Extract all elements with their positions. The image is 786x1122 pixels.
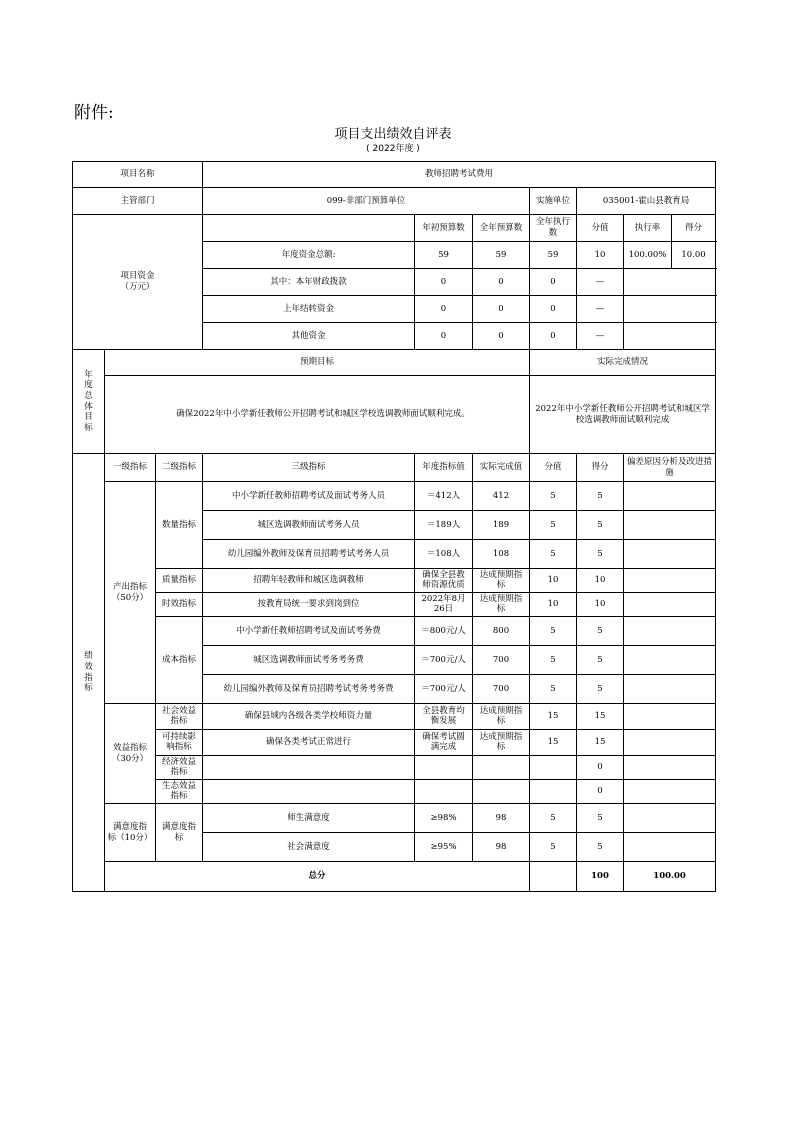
funds-row-label: 其中：本年财政拨款 [203, 269, 415, 296]
indicator-target [415, 756, 473, 780]
indicator-target: ＝108人 [415, 540, 473, 569]
indicator-score: 10 [577, 569, 624, 593]
funds-annual: 59 [473, 242, 530, 269]
funds-rate-score [624, 323, 716, 350]
indicator-name: 幼儿园编外教师及保育员招聘考试考务考务费 [203, 675, 415, 704]
self-evaluation-table [72, 161, 716, 892]
indicator-value: 15 [530, 704, 577, 730]
funds-exec: 59 [530, 242, 577, 269]
funds-score-value: — [577, 323, 624, 350]
total-value: 100 [577, 862, 624, 892]
indicator-score: 5 [577, 646, 624, 675]
indicator-deviation [624, 593, 716, 617]
indicator-score: 5 [577, 482, 624, 511]
table-row [73, 482, 716, 511]
indicator-actual: 98 [473, 804, 530, 833]
indicator-actual: 达成预期指 标 [473, 593, 530, 617]
satisfaction-indicator-label: 满意度指 标（10分） [105, 804, 156, 862]
goals-label: 年 度 总 体 目 标 [73, 350, 105, 454]
indicator-value: 5 [530, 540, 577, 569]
indicator-value: 5 [530, 833, 577, 862]
indicator-deviation [624, 617, 716, 646]
indicator-actual: 800 [473, 617, 530, 646]
indicator-target: ＝412人 [415, 482, 473, 511]
header-score: 得分 [577, 454, 624, 482]
funds-rate-score [624, 242, 716, 269]
indicator-deviation [624, 569, 716, 593]
indicator-deviation [624, 804, 716, 833]
indicator-deviation [624, 540, 716, 569]
table-row [73, 804, 716, 833]
dept-label: 主管部门 [73, 188, 203, 215]
funds-annual: 0 [473, 296, 530, 323]
indicator-score: 5 [577, 675, 624, 704]
table-row [73, 756, 716, 780]
total-score: 100.00 [624, 862, 716, 892]
funds-label: 项目资金 （万元） [73, 215, 203, 350]
indicator-score: 5 [577, 833, 624, 862]
funds-header-blank [203, 215, 415, 242]
indicator-value: 5 [530, 646, 577, 675]
funds-header-init: 年初预算数 [415, 215, 473, 242]
funds-row-label: 其他资金 [203, 323, 415, 350]
indicator-actual [473, 780, 530, 804]
funds-score-value: 10 [577, 242, 624, 269]
indicator-score: 5 [577, 617, 624, 646]
indicator-deviation [624, 730, 716, 756]
indicator-target: ＝700元/人 [415, 646, 473, 675]
indicator-actual: 700 [473, 646, 530, 675]
indicator-score: 0 [577, 780, 624, 804]
actual-result: 2022年中小学新任教师公开招聘考试和城区学校选调教师面试顺利完成 [530, 376, 716, 454]
indicator-deviation [624, 780, 716, 804]
indicator-name: 中小学新任教师招聘考试及面试考务人员 [203, 482, 415, 511]
indicator-name: 师生满意度 [203, 804, 415, 833]
indicator-deviation [624, 833, 716, 862]
indicator-value: 15 [530, 730, 577, 756]
indicator-value: 5 [530, 511, 577, 540]
time-indicator-label: 时效指标 [156, 593, 203, 617]
header-actual: 实际完成值 [473, 454, 530, 482]
attachment-label: 附件: [74, 103, 114, 123]
indicator-target: ＝800元/人 [415, 617, 473, 646]
indicator-actual [473, 756, 530, 780]
indicator-actual: 达成预期指 标 [473, 704, 530, 730]
indicator-score: 0 [577, 756, 624, 780]
funds-score-value: — [577, 296, 624, 323]
dept-value: 099-非部门预算单位 [203, 188, 530, 215]
funds-init: 0 [415, 296, 473, 323]
table-row [73, 593, 716, 617]
funds-rate: 100.00% [624, 242, 672, 268]
indicator-value: 5 [530, 675, 577, 704]
funds-header-exec: 全年执行数 [530, 215, 577, 242]
header-level2: 二级指标 [156, 454, 203, 482]
indicator-target: ≥95% [415, 833, 473, 862]
indicator-actual: 108 [473, 540, 530, 569]
funds-header-rate: 执行率 [624, 215, 672, 241]
indicator-target: ＝189人 [415, 511, 473, 540]
quantity-indicator-label: 数量指标 [156, 482, 203, 569]
indicator-actual: 达成预期指 标 [473, 569, 530, 593]
indicator-name [203, 756, 415, 780]
economic-benefit-label: 经济效益 指标 [156, 756, 203, 780]
indicator-name: 确保各类考试正常进行 [203, 730, 415, 756]
quality-indicator-label: 质量指标 [156, 569, 203, 593]
indicator-score: 15 [577, 730, 624, 756]
funds-header-rate-score [624, 215, 716, 242]
project-name-label: 项目名称 [73, 162, 203, 188]
actual-result-label: 实际完成情况 [530, 350, 716, 376]
header-level3: 三级指标 [203, 454, 415, 482]
indicator-value [530, 756, 577, 780]
funds-exec: 0 [530, 323, 577, 350]
expected-goal-label: 预期目标 [105, 350, 530, 376]
indicator-score: 5 [577, 540, 624, 569]
indicator-score: 10 [577, 593, 624, 617]
form-year: ( 2022年度 ) [366, 144, 420, 154]
table-row [73, 780, 716, 804]
indicator-name: 幼儿园编外教师及保育员招聘考试考务人员 [203, 540, 415, 569]
indicators-label: 绩 效 指 标 [73, 454, 105, 892]
indicator-target: 确保全县教 师资源优质 [415, 569, 473, 593]
expected-goal: 确保2022年中小学新任教师公开招聘考试和城区学校选调教师面试顺利完成。 [105, 376, 530, 454]
total-label: 总分 [105, 862, 530, 892]
indicator-actual: 189 [473, 511, 530, 540]
funds-init: 0 [415, 269, 473, 296]
satisfaction-sub-label: 满意度指 标 [156, 804, 203, 862]
funds-row-label: 年度资金总额: [203, 242, 415, 269]
impl-label: 实施单位 [530, 188, 577, 215]
indicator-actual: 98 [473, 833, 530, 862]
indicator-deviation [624, 756, 716, 780]
indicator-target: 全县教育均 衡发展 [415, 704, 473, 730]
header-deviation: 偏差原因分析及改进措施 [624, 454, 716, 482]
indicator-deviation [624, 511, 716, 540]
funds-row-label: 上年结转资金 [203, 296, 415, 323]
indicator-target: ≥98% [415, 804, 473, 833]
funds-init: 0 [415, 323, 473, 350]
indicator-name: 确保县域内各级各类学校师资力量 [203, 704, 415, 730]
indicator-score: 5 [577, 511, 624, 540]
indicator-name: 城区选调教师面试考务人员 [203, 511, 415, 540]
indicator-deviation [624, 675, 716, 704]
indicator-name: 中小学新任教师招聘考试及面试考务费 [203, 617, 415, 646]
funds-header-score-value: 分值 [577, 215, 624, 242]
indicator-actual: 412 [473, 482, 530, 511]
funds-header-score: 得分 [685, 223, 703, 233]
funds-rate-score [624, 269, 716, 296]
indicator-deviation [624, 646, 716, 675]
indicator-target [415, 780, 473, 804]
cost-indicator-label: 成本指标 [156, 617, 203, 704]
sustainability-label: 可持续影 响指标 [156, 730, 203, 756]
table-row [73, 617, 716, 646]
funds-exec: 0 [530, 269, 577, 296]
funds-rate-score [624, 296, 716, 323]
ecology-benefit-label: 生态效益 指标 [156, 780, 203, 804]
indicator-value: 10 [530, 569, 577, 593]
indicator-target: ＝700元/人 [415, 675, 473, 704]
indicator-name: 招聘年轻教师和城区选调教师 [203, 569, 415, 593]
indicator-deviation [624, 704, 716, 730]
indicator-value: 5 [530, 482, 577, 511]
indicator-name: 按教育局统一要求到岗到位 [203, 593, 415, 617]
social-benefit-label: 社会效益 指标 [156, 704, 203, 730]
indicator-target: 确保考试圆 满完成 [415, 730, 473, 756]
indicator-name [203, 780, 415, 804]
table-row [73, 704, 716, 730]
funds-annual: 0 [473, 323, 530, 350]
funds-exec: 0 [530, 296, 577, 323]
output-indicator-label: 产出指标 （50分） [105, 482, 156, 704]
indicator-name: 城区选调教师面试考务考务费 [203, 646, 415, 675]
form-title: 项目支出绩效自评表 [334, 127, 452, 142]
funds-score: 10.00 [681, 250, 706, 260]
header-value: 分值 [530, 454, 577, 482]
indicator-name: 社会满意度 [203, 833, 415, 862]
funds-header-annual: 全年预算数 [473, 215, 530, 242]
table-row [73, 730, 716, 756]
funds-annual: 0 [473, 269, 530, 296]
benefit-indicator-label: 效益指标 （30分） [105, 704, 156, 804]
funds-score-value: — [577, 269, 624, 296]
indicator-value [530, 780, 577, 804]
indicator-actual: 700 [473, 675, 530, 704]
indicator-deviation [624, 482, 716, 511]
total-blank [530, 862, 577, 892]
funds-init: 59 [415, 242, 473, 269]
indicator-value: 10 [530, 593, 577, 617]
indicator-value: 5 [530, 804, 577, 833]
indicator-target: 2022年8月 26日 [415, 593, 473, 617]
project-name: 教师招聘考试费用 [203, 162, 716, 188]
indicator-actual: 达成预期指 标 [473, 730, 530, 756]
indicator-score: 5 [577, 804, 624, 833]
header-target: 年度指标值 [415, 454, 473, 482]
header-level1: 一级指标 [105, 454, 156, 482]
table-row [73, 569, 716, 593]
impl-value: 035001-霍山县教育局 [577, 188, 716, 215]
indicator-value: 5 [530, 617, 577, 646]
indicator-score: 15 [577, 704, 624, 730]
